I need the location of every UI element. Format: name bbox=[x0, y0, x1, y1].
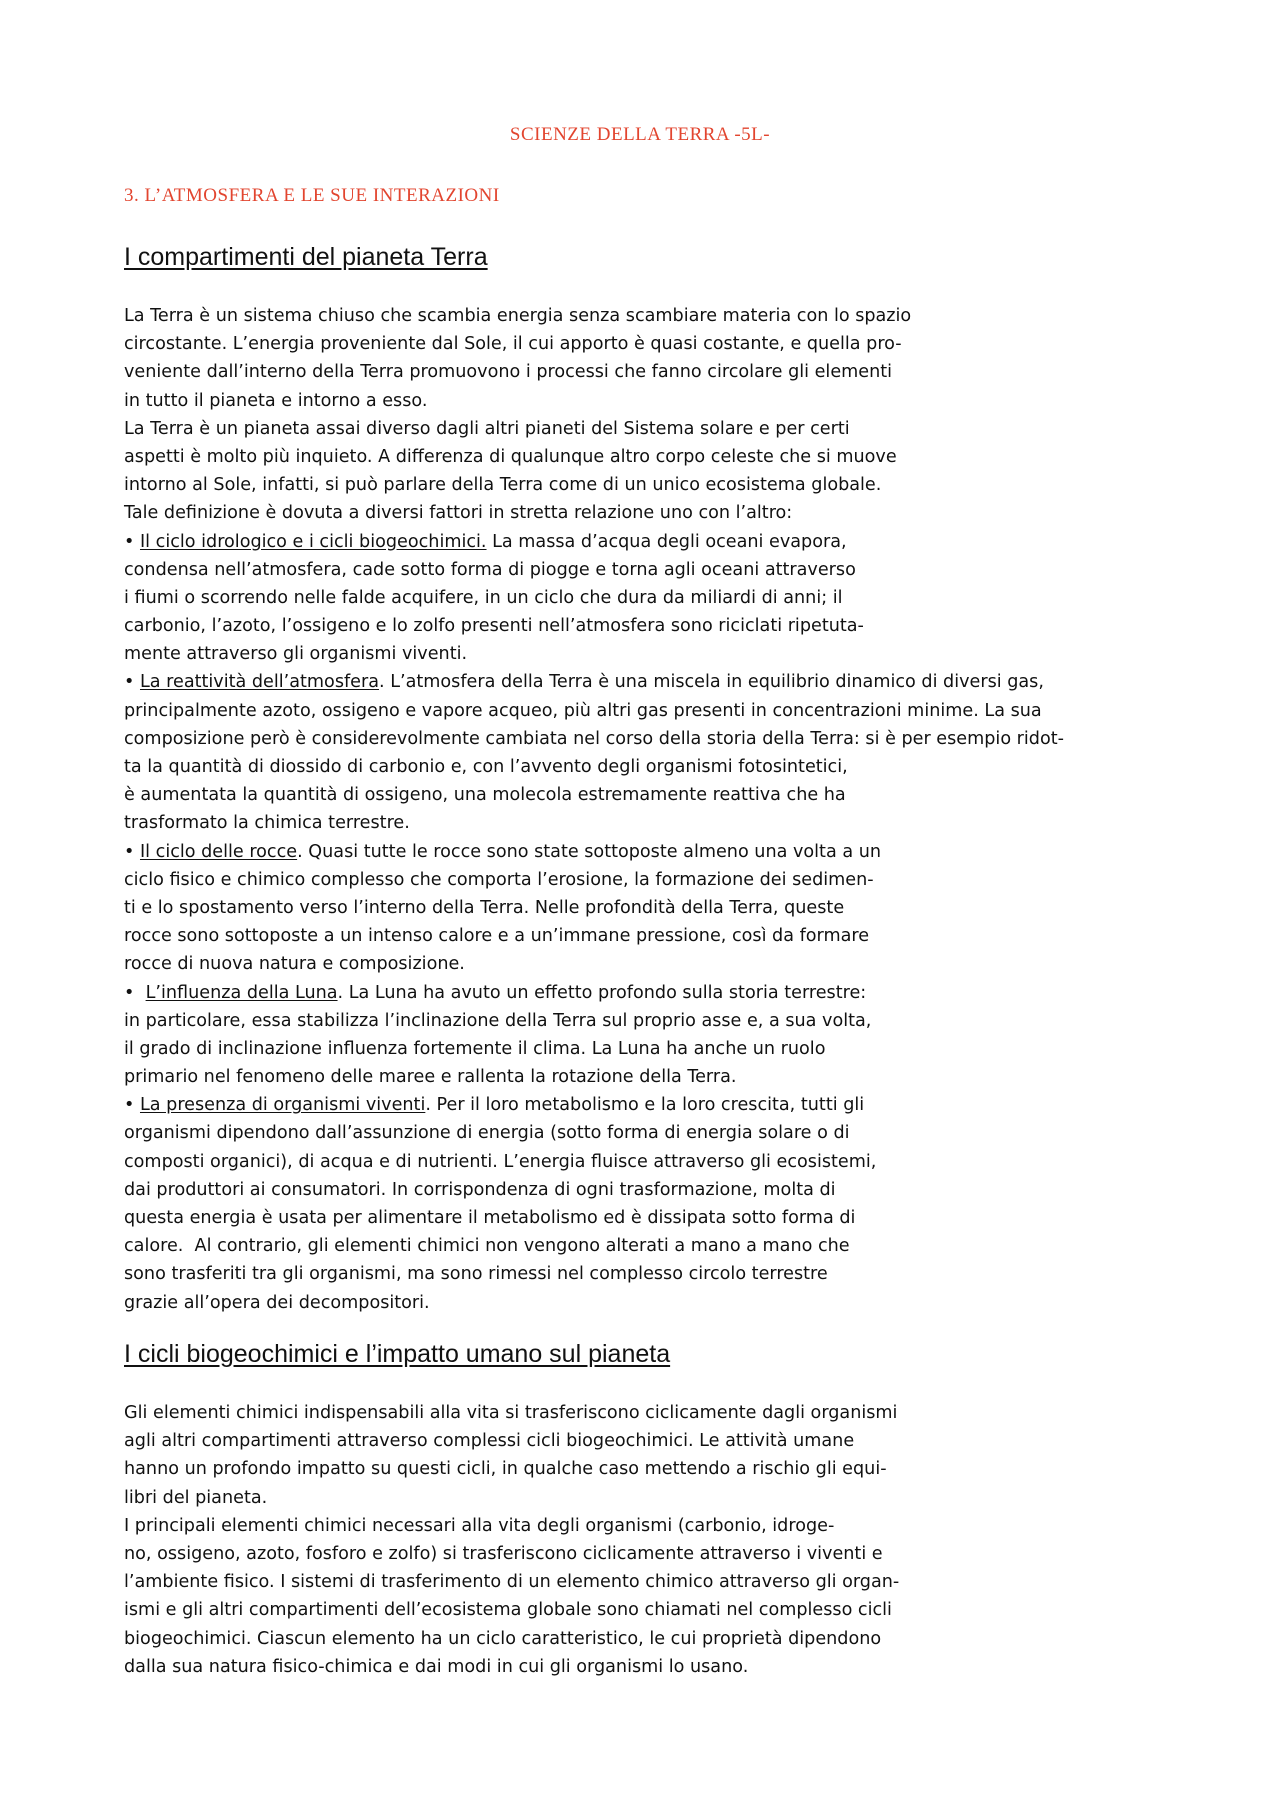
text-line bbox=[124, 725, 1244, 753]
line-text: trasformato la chimica terrestre. bbox=[124, 813, 410, 834]
line-text: carbonio, l’azoto, l’ossigeno e lo zolfo presenti nell’atmosfera sono riciclati ripetuta- bbox=[124, 616, 864, 637]
line-text: l’ambiente fisico. I sistemi di trasferimento di un elemento chimico attraverso gli organ- bbox=[124, 1572, 900, 1593]
text-line bbox=[124, 1176, 1244, 1204]
text-line bbox=[124, 1625, 1244, 1653]
text-line bbox=[124, 697, 1244, 725]
line-text: I principali elementi chimici necessari alla vita degli organismi (carbonio, idroge- bbox=[124, 1515, 835, 1536]
line-text: intorno al Sole, infatti, si può parlare della Terra come di un unico ecosistema globale. bbox=[124, 475, 882, 496]
text-line bbox=[124, 499, 1244, 527]
bullet-label: Il ciclo idrologico e i cicli biogeochimici. bbox=[139, 531, 487, 552]
line-text: organismi dipendono dall’assunzione di energia (sotto forma di energia solare o di bbox=[124, 1123, 850, 1144]
line-text: sono trasferiti tra gli organismi, ma sono rimessi nel complesso circolo terrestre bbox=[124, 1264, 828, 1285]
section-body-cicli-biogeochimici bbox=[124, 1399, 1244, 1681]
text-line bbox=[124, 1289, 1244, 1317]
line-text: Gli elementi chimici indispensabili alla vita si trasferiscono ciclicamente dagli organismi bbox=[124, 1403, 898, 1423]
text-line bbox=[124, 1035, 1244, 1063]
text-line bbox=[124, 1007, 1244, 1035]
line-text: dai produttori ai consumatori. In corrispondenza di ogni trasformazione, molta di bbox=[124, 1179, 836, 1200]
line-text: ciclo fisico e chimico complesso che comporta l’erosione, la formazione dei sedimen- bbox=[124, 869, 874, 890]
line-text: primario nel fenomeno delle maree e rallenta la rotazione della Terra. bbox=[124, 1067, 737, 1088]
text-line bbox=[124, 1455, 1244, 1483]
text-line bbox=[124, 584, 1244, 612]
bullet-label: Il ciclo delle rocce bbox=[139, 841, 298, 862]
line-text: il grado di inclinazione influenza fortemente il clima. La Luna ha anche un ruolo bbox=[124, 1038, 826, 1059]
bullet-label: L’influenza della Luna bbox=[145, 982, 338, 1003]
text-line bbox=[124, 387, 1244, 415]
line-text: ismi e gli altri compartimenti dell’ecosistema globale sono chiamati nel complesso cicli bbox=[124, 1600, 892, 1621]
text-line bbox=[124, 1596, 1244, 1624]
line-text: composti organici), di acqua e di nutrienti. L’energia fluisce attraverso gli ecosistemi, bbox=[124, 1151, 877, 1172]
bullet-marker: • bbox=[124, 531, 140, 552]
text-line bbox=[124, 753, 1244, 781]
text-line bbox=[124, 415, 1244, 443]
line-text: ta la quantità di diossido di carbonio e, con l’avvento degli organismi fotosintetici, bbox=[124, 757, 848, 777]
line-text: hanno un profondo impatto su questi cicli, in qualche caso mettendo a rischio gli equi- bbox=[124, 1459, 887, 1480]
line-text: dalla sua natura fisico-chimica e dai modi in cui gli organismi lo usano. bbox=[124, 1656, 749, 1677]
line-text: calore. Al contrario, gli elementi chimici non vengono alterati a mano a mano che bbox=[124, 1236, 850, 1257]
text-line bbox=[124, 950, 1244, 978]
text-line bbox=[124, 1204, 1244, 1232]
section-heading-cicli-biogeochimici: I cicli biogeochimici e l’impatto umano sul pianeta bbox=[124, 1340, 671, 1368]
bullet-line bbox=[124, 979, 1244, 1007]
line-text: . La Luna ha avuto un effetto profondo sulla storia terrestre: bbox=[337, 982, 867, 1003]
bullet-line bbox=[124, 838, 1244, 866]
line-text: circostante. L’energia proveniente dal Sole, il cui apporto è quasi costante, e quella pro- bbox=[124, 334, 902, 355]
bullet-label: La presenza di organismi viventi bbox=[139, 1095, 426, 1116]
bullet-marker: • bbox=[124, 1095, 140, 1116]
line-text: . Quasi tutte le rocce sono state sottoposte almeno una volta a un bbox=[297, 841, 881, 862]
text-line bbox=[124, 922, 1244, 950]
line-text: no, ossigeno, azoto, fosforo e zolfo) si trasferiscono ciclicamente attraverso i viventi e bbox=[124, 1543, 883, 1564]
text-line bbox=[124, 894, 1244, 922]
line-text: mente attraverso gli organismi viventi. bbox=[124, 644, 468, 665]
document-title: SCIENZE DELLA TERRA -5L- bbox=[509, 124, 771, 145]
line-text: La Terra è un sistema chiuso che scambia energia senza scambiare materia con lo spazio bbox=[124, 306, 912, 326]
line-text: aspetti è molto più inquieto. A differenza di qualunque altro corpo celeste che si muove bbox=[124, 446, 897, 467]
bullet-marker: • bbox=[124, 982, 146, 1003]
line-text: rocce di nuova natura e composizione. bbox=[124, 954, 465, 975]
line-text: questa energia è usata per alimentare il metabolismo ed è dissipata sotto forma di bbox=[124, 1208, 856, 1228]
line-text: composizione però è considerevolmente cambiata nel corso della storia della Terra: si è per esempio ridot- bbox=[124, 728, 1064, 749]
bullet-label: La reattività dell’atmosfera bbox=[139, 672, 380, 693]
line-text: La massa d’acqua degli oceani evapora, bbox=[486, 531, 847, 552]
line-text: agli altri compartimenti attraverso complessi cicli biogeochimici. Le attività umane bbox=[124, 1431, 855, 1452]
text-line bbox=[124, 1540, 1244, 1568]
text-line bbox=[124, 640, 1244, 668]
line-text: biogeochimici. Ciascun elemento ha un ciclo caratteristico, le cui proprietà dipendono bbox=[124, 1628, 882, 1649]
bullet-line bbox=[124, 668, 1244, 696]
chapter-heading: 3. L’ATMOSFERA E LE SUE INTERAZIONI bbox=[124, 185, 500, 206]
line-text: libri del pianeta. bbox=[124, 1487, 268, 1508]
line-text: i fiumi o scorrendo nelle falde acquifere, in un ciclo che dura da miliardi di anni; il bbox=[124, 587, 843, 608]
text-line bbox=[124, 1399, 1244, 1427]
text-line bbox=[124, 302, 1244, 330]
line-text: in particolare, essa stabilizza l’inclinazione della Terra sul proprio asse e, a sua volta, bbox=[124, 1010, 872, 1031]
bullet-line bbox=[124, 528, 1244, 556]
text-line bbox=[124, 1148, 1244, 1176]
text-line bbox=[124, 781, 1244, 809]
text-line bbox=[124, 1119, 1244, 1147]
text-line bbox=[124, 1484, 1244, 1512]
text-line bbox=[124, 471, 1244, 499]
text-line bbox=[124, 1063, 1244, 1091]
bullet-marker: • bbox=[124, 841, 140, 862]
bullet-marker: • bbox=[124, 672, 140, 693]
line-text: veniente dall’interno della Terra promuovono i processi che fanno circolare gli elementi bbox=[124, 362, 893, 383]
bullet-line bbox=[124, 1091, 1244, 1119]
section-body-compartimenti bbox=[124, 302, 1244, 1317]
section-heading-compartimenti: I compartimenti del pianeta Terra bbox=[124, 243, 488, 271]
line-text: in tutto il pianeta e intorno a esso. bbox=[124, 390, 428, 411]
text-line bbox=[124, 809, 1244, 837]
text-line bbox=[124, 1232, 1244, 1260]
text-line bbox=[124, 358, 1244, 386]
line-text: . Per il loro metabolismo e la loro crescita, tutti gli bbox=[425, 1095, 865, 1116]
text-line bbox=[124, 866, 1244, 894]
line-text: ti e lo spostamento verso l’interno della Terra. Nelle profondità della Terra, queste bbox=[124, 897, 845, 918]
text-line bbox=[124, 1427, 1244, 1455]
text-line bbox=[124, 556, 1244, 584]
text-line bbox=[124, 1260, 1244, 1288]
line-text: Tale definizione è dovuta a diversi fattori in stretta relazione uno con l’altro: bbox=[124, 503, 793, 524]
line-text: . L’atmosfera della Terra è una miscela in equilibrio dinamico di diversi gas, bbox=[379, 672, 1044, 693]
line-text: grazie all’opera dei decompositori. bbox=[124, 1292, 430, 1313]
line-text: La Terra è un pianeta assai diverso dagli altri pianeti del Sistema solare e per certi bbox=[124, 418, 850, 439]
text-line bbox=[124, 330, 1244, 358]
line-text: condensa nell’atmosfera, cade sotto forma di piogge e torna agli oceani attraverso bbox=[124, 559, 856, 580]
line-text: principalmente azoto, ossigeno e vapore acqueo, più altri gas presenti in concentrazioni minime. La sua bbox=[124, 700, 1042, 721]
text-line bbox=[124, 1568, 1244, 1596]
text-line bbox=[124, 1653, 1244, 1681]
text-line bbox=[124, 1512, 1244, 1540]
line-text: rocce sono sottoposte a un intenso calore e a un’immane pressione, così da formare bbox=[124, 926, 870, 947]
text-line bbox=[124, 612, 1244, 640]
text-line bbox=[124, 443, 1244, 471]
line-text: è aumentata la quantità di ossigeno, una molecola estremamente reattiva che ha bbox=[124, 785, 846, 806]
